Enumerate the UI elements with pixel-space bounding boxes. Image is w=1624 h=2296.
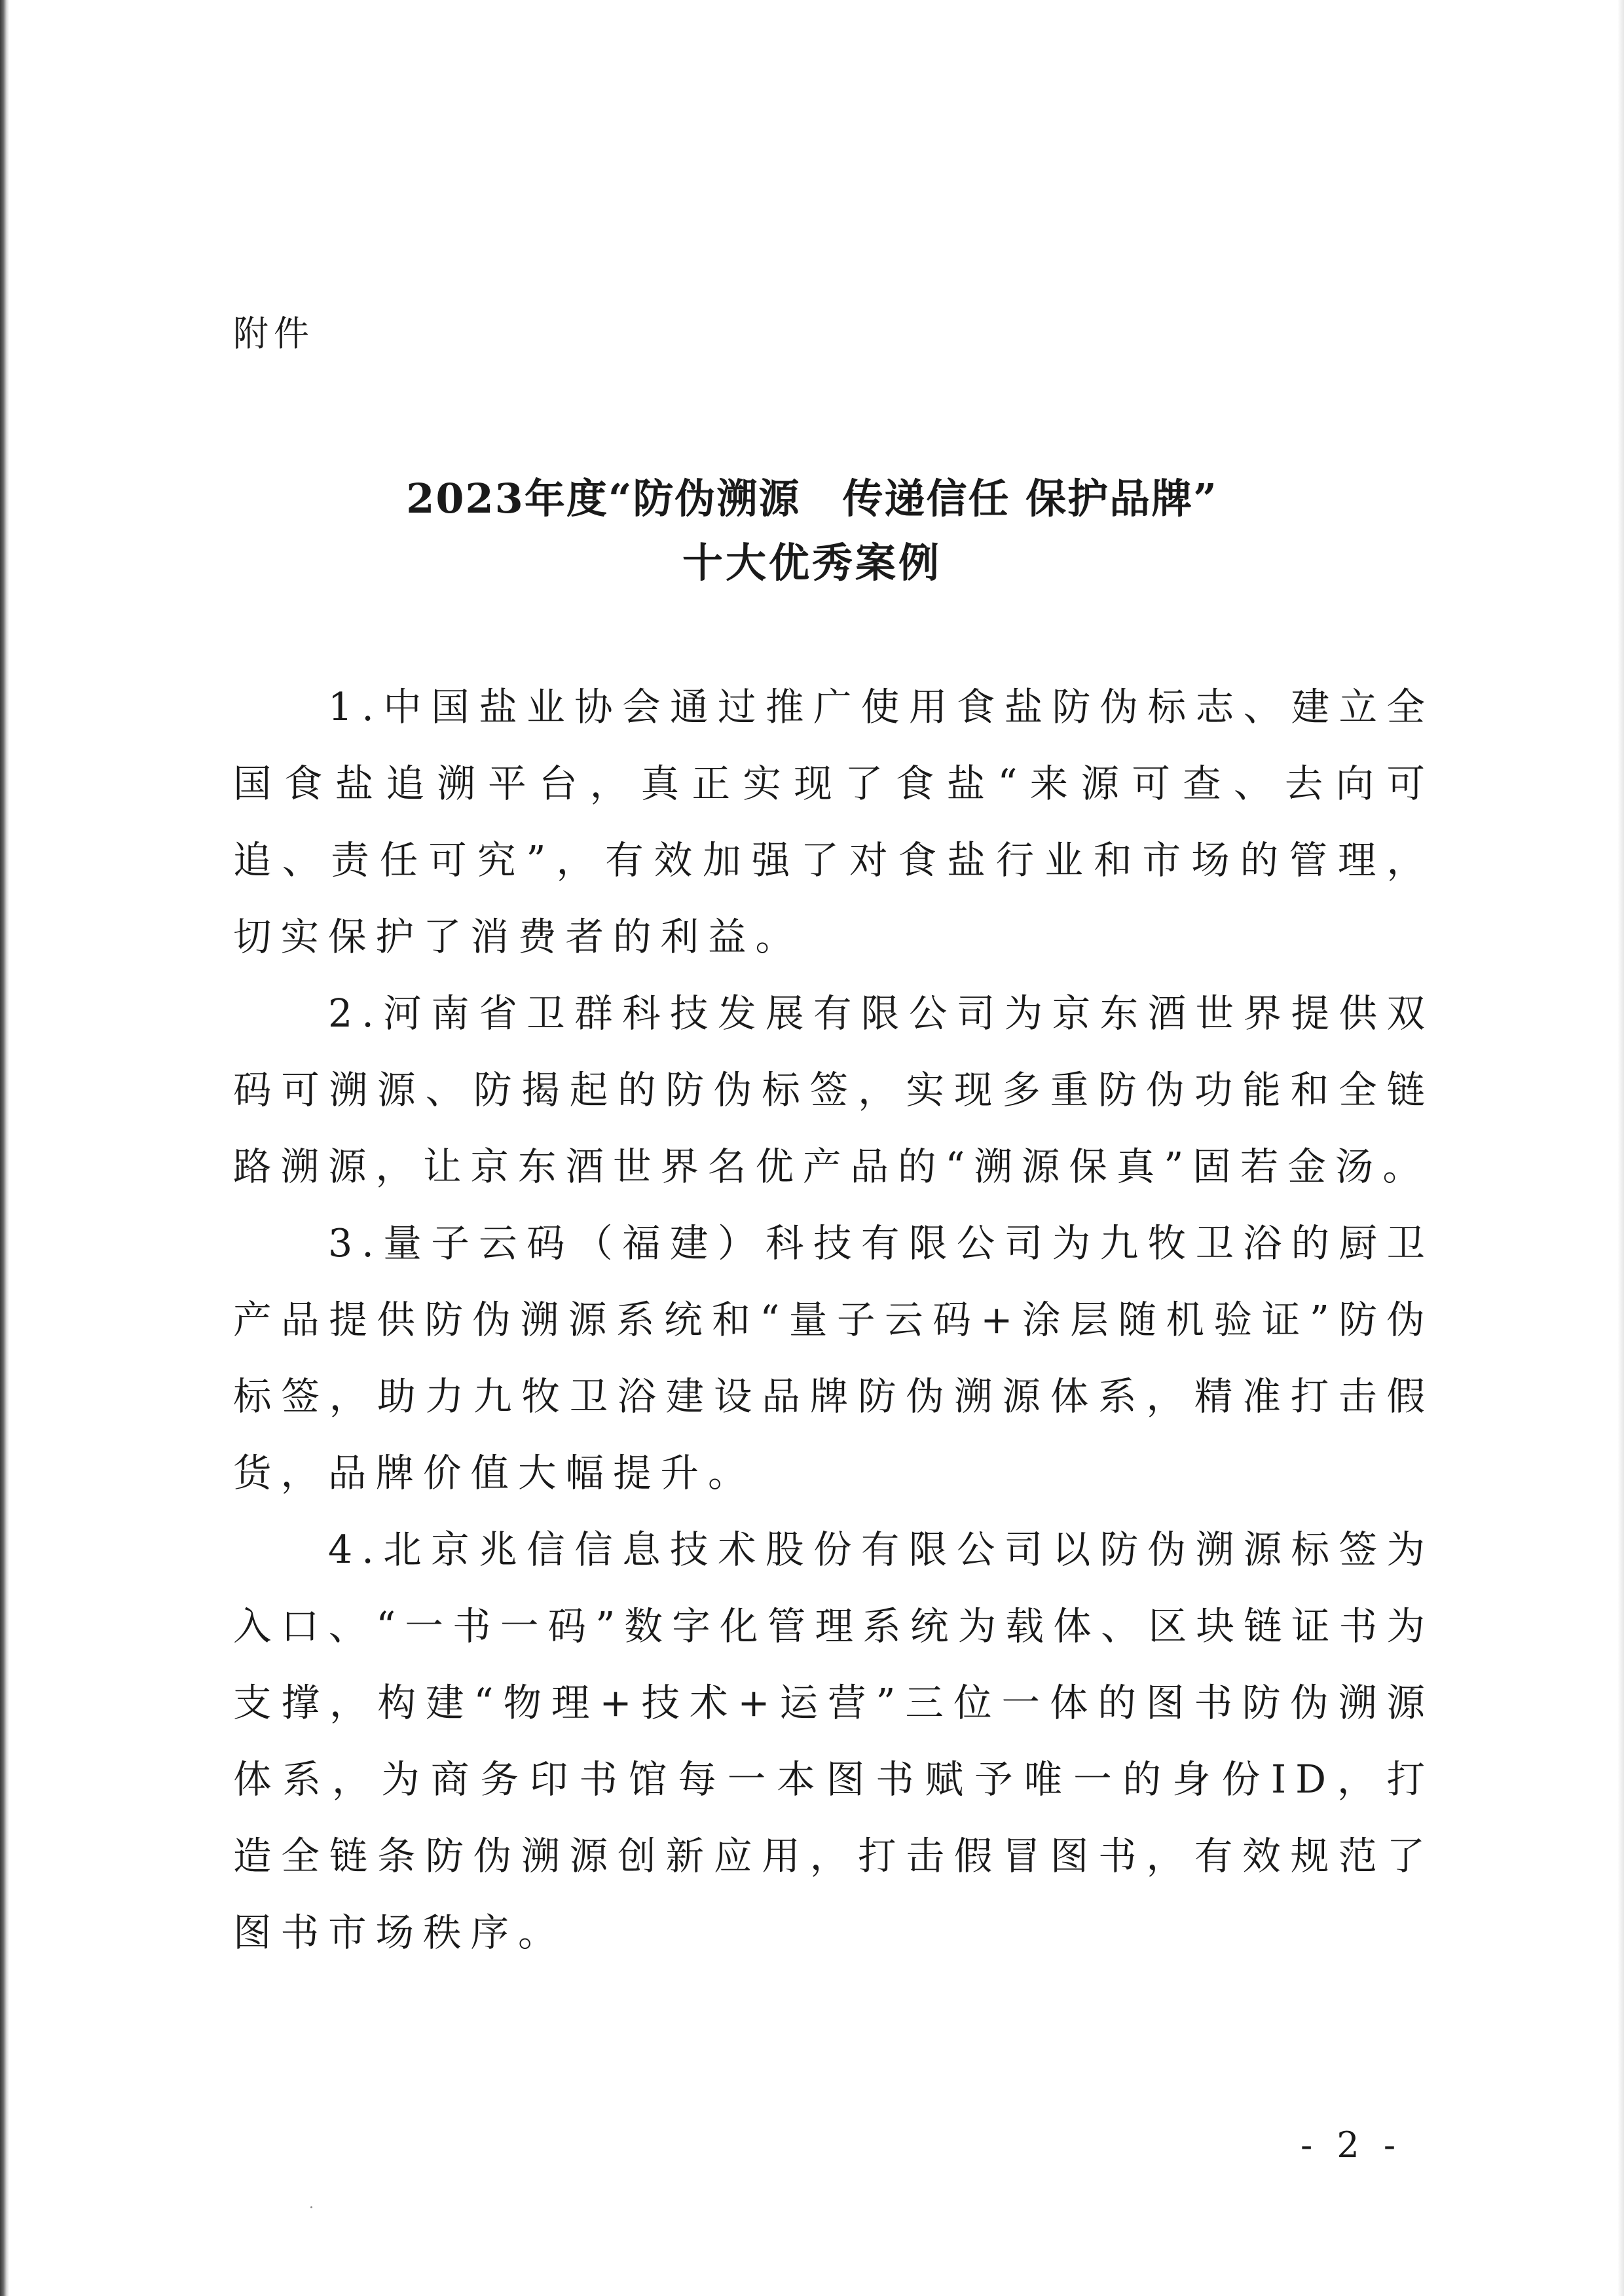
page-number: - 2 - <box>1301 2124 1403 2166</box>
document-title-line-2: 十大优秀案例 <box>682 539 942 587</box>
scan-edge-left <box>0 0 9 2296</box>
document-title-line-1: 2023年度“防伪溯源 传递信任 保护品牌” <box>406 475 1218 522</box>
paragraph-case-4: 4.北京兆信信息技术股份有限公司以防伪溯源标签为入口、“一书一码”数字化管理系统为载体、区块链证书为支撑，构建“物理+技术+运营”三位一体的图书防伪溯源体系，为商务印书馆每一本图书赋予唯一的身份ID，打造全链条防伪溯源创新应用，打击假冒图书，有效规范了图书市场秩序。 <box>233 1527 1434 1955</box>
scan-speck <box>310 2206 312 2208</box>
attachment-label: 附件 <box>233 313 314 354</box>
scan-edge-right <box>1617 0 1624 2296</box>
paragraph-case-1: 1.中国盐业协会通过推广使用食盐防伪标志、建立全国食盐追溯平台，真正实现了食盐“来源可查、去向可追、责任可究”，有效加强了对食盐行业和市场的管理，切实保护了消费者的利益。 <box>233 685 1434 959</box>
document-body <box>233 669 1434 1971</box>
paragraph-case-2: 2.河南省卫群科技发展有限公司为京东酒世界提供双码可溯源、防揭起的防伪标签，实现多重防伪功能和全链路溯源，让京东酒世界名优产品的“溯源保真”固若金汤。 <box>233 991 1434 1189</box>
paragraph-case-3: 3.量子云码（福建）科技有限公司为九牧卫浴的厨卫产品提供防伪溯源系统和“量子云码+涂层随机验证”防伪标签，助力九牧卫浴建设品牌防伪溯源体系，精准打击假货，品牌价值大幅提升。 <box>233 1221 1434 1495</box>
